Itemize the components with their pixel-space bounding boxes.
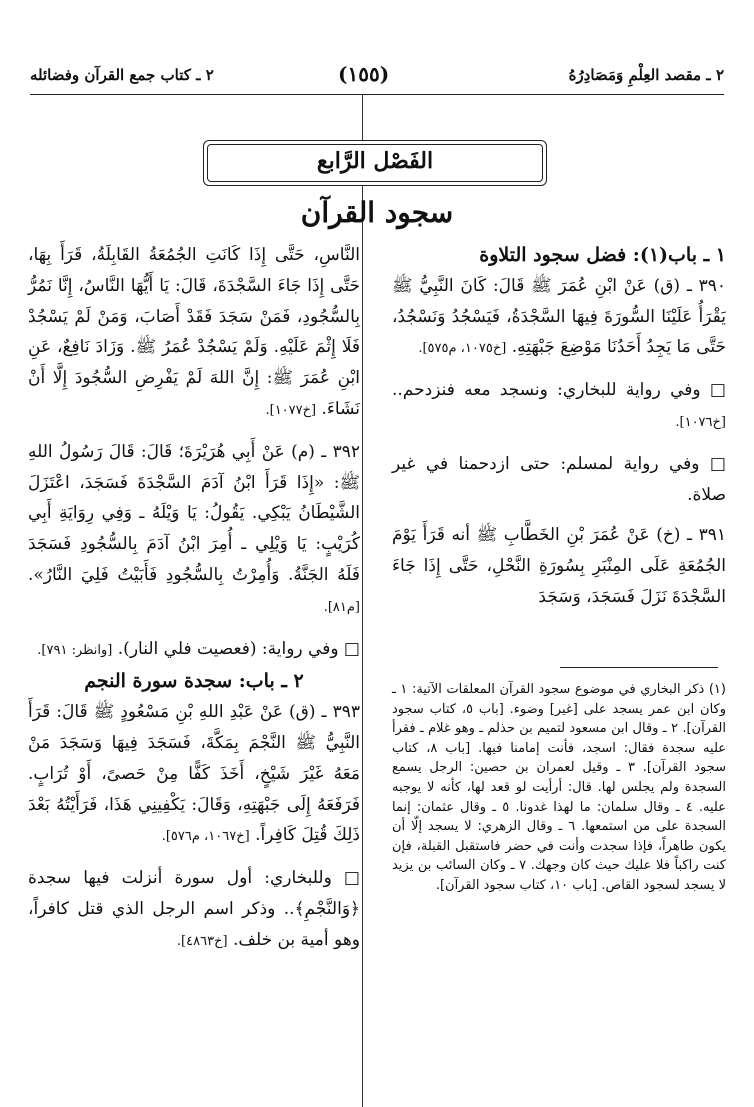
hadith-393-ref: [خ١٠٦٧، م٥٧٦]. [161,829,250,845]
riwaya-note [28,634,360,667]
hadith-392-ref: [م٨١]. [323,599,360,615]
hadith-392 [28,437,360,624]
column-divider [362,94,363,1107]
riwaya-text: □ وفي رواية: (فعصيت فلي النار). [117,638,360,659]
hadith-393-text: ٣٩٣ ـ (ق) عَنْ عَبْدِ اللهِ بْنِ مَسْعُودٍ ﷺ قَالَ: قَرَأَ النَّبِيُّ ﷺ النَّجْمَ بِمَكَّةَ، فَسَجَدَ فِيهَا وَسَجَدَ مَنْ مَعَهُ غَيْرَ شَيْخٍ، أَخَذَ كَفًّا مِنْ حَصىً، أَوْ تُرَابٍ. فَرَفَعَهُ إِلَى جَبْهَتِهِ، وَقَالَ: يَكْفِينِي هَذَا، فَرَأَيْتُهُ بَعْدَ ذَلِكَ قُتِلَ كَافِراً. [28,702,360,846]
bukhari-note-2-text: □ وللبخاري: أول سورة أنزلت فيها سجدة ﴿وَالنَّجْمِ﴾.. وذكر اسم الرجل الذي قتل كافراً، وهو أمية بن خلف. [28,868,360,950]
footnote-ref-2: [باب ٨، كتاب سجود القرآن]. [392,740,727,776]
bukhari-note-2 [28,863,360,957]
page-number: (١٥٥) [338,62,390,86]
footnote-rule [560,667,718,668]
bukhari-note-2-ref: [خ٤٨٦٣]. [176,933,228,949]
footnote [392,680,726,896]
bukhari-note-text: □ وفي رواية للبخاري: ونسجد معه فنزدحم.. [392,380,726,401]
footnote-text-2: ٢ ـ وقال ابن مسعود لتميم بن حذلم ـ وهو غلام ـ فقرأ عليه سجدة فقال: اسجد، فأنت إمامنا فيها. [392,721,726,756]
running-header-right: ٢ ـ مقصد العِلْمِ وَمَصَادِرُهُ [568,66,724,84]
footnote-ref-3: [باب ١٠، كتاب سجود القرآن]. [435,877,598,893]
hadith-390 [392,271,726,365]
footnote-text-1: (١) ذكر البخاري في موضوع سجود القرآن المعلقات الآتية: ١ ـ وكان ابن عمر يسجد على [غير] وضوء. [392,682,727,717]
hadith-393 [28,697,360,853]
hadith-391: ٣٩١ ـ (خ) عَنْ عُمَرَ بْنِ الخَطَّابِ ﷺ أنه قَرَأَ يَوْمَ الجُمُعَةِ عَلَى المِنْبَرِ بِسُورَةِ النَّحْلِ، حَتَّى إِذَا جَاءَ السَّجْدَةَ نَزَلَ فَسَجَدَ، وَسَجَدَ [392,525,726,607]
footnote-body [392,680,726,896]
left-column [28,240,360,958]
bukhari-note-ref: [خ١٠٧٦]. [675,414,726,430]
riwaya-ref: [وانظر: ٧٩١]. [37,642,113,658]
continuation-text: النَّاسِ، حَتَّى إِذَا كَانَتِ الجُمُعَةُ القَابِلَةُ، قَرَأَ بِهَا، حَتَّى إِذَا جَاءَ السَّجْدَةَ، قَالَ: يَا أَيُّهَا النَّاسُ، إِنَّا نَمُرُّ بِالسُّجُودِ، فَمَنْ سَجَدَ فَقَدْ أَصَابَ، وَمَنْ لَمْ يَسْجُدْ فَلَا إِثْمَ عَلَيْهِ. وَلَمْ يَسْجُدْ عُمَرُ ﷺ. وَزَادَ نَافِعٌ، عَنِ ابْنِ عُمَرَ ﷺ: إِنَّ اللهَ لَمْ يَفْرِضِ السُّجُودَ إِلَّا أَنْ نَشَاءَ. [28,245,360,419]
right-column [392,240,726,613]
hadith-392-text: ٣٩٢ ـ (م) عَنْ أَبِي هُرَيْرَةَ؛ قَالَ: قَالَ رَسُولُ اللهِ ﷺ: «إِذَا قَرَأَ ابْنُ آدَمَ السَّجْدَةَ فَسَجَدَ، اعْتَزَلَ الشَّيْطَانُ يَبْكِي. يَقُولُ: يَا وَيْلَهُ ـ وَفِي رِوَايَةِ أَبِي كُرَيْبٍ: يَا وَيْلِي ـ أُمِرَ ابْنُ آدَمَ بِالسُّجُودِ فَسَجَدَ فَلَهُ الجَنَّةُ. وَأُمِرْتُ بِالسُّجُودِ فَأَبَيْتُ فَلِيَ النَّارُ». [28,441,360,585]
chapter-title: الفَصْل الرَّابع [316,148,434,174]
footnote-text-3: ٣ ـ وقيل لعمران بن حصين: الرجل يسمع السجدة ولم يجلس لها. قال: أرأيت لو قعد لها، كأنه لا يوجبه عليه. ٤ ـ وقال سلمان: ما لهذا غدونا. ٥ ـ وقال عثمان: إنما السجدة على من استمعها. ٦ ـ وقال الزهري: لا يسجد إلّا أن يكون طاهراً، فإذا سجدت وأنت في حضر فاستقبل القبلة، فإن كنت راكباً فلا عليك حيث كان وجهك. ٧ ـ وكان السائب بن يزيد لا يسجد لسجود القاص. [392,760,726,893]
header-rule [30,94,724,95]
footnote-ref-1: [باب ٥، كتاب سجود القرآن]. [392,701,726,737]
section-title: سجود القرآن [300,196,454,229]
muslim-note: □ وفي رواية لمسلم: حتى ازدحمنا في غير صلاة. [392,453,726,505]
bab-heading-1: ١ ـ باب(١): فضل سجود التلاوة [479,244,726,266]
hadith-391-continuation [28,240,360,427]
running-header-left: ٢ ـ كتاب جمع القرآن وفضائله [30,66,214,84]
bab-heading-2: ٢ ـ باب: سجدة سورة النجم [84,670,304,693]
hadith-390-ref: [خ١٠٧٥، م٥٧٥]. [418,341,507,357]
continuation-ref: [خ١٠٧٧]. [265,402,317,418]
chapter-title-box [203,140,547,186]
bukhari-note [392,375,726,439]
hadith-390-text: ٣٩٠ ـ (ق) عَنْ ابْنِ عُمَرَ ﷺ قَالَ: كَانَ النَّبِيُّ ﷺ يَقْرَأُ عَلَيْنَا السُّورَةَ فِيهَا السَّجْدَةُ، فَيَسْجُدُ وَنَسْجُدُ، حَتَّى مَا يَجِدُ أَحَدُنَا مَوْضِعَ جَبْهَتِهِ. [392,275,726,358]
